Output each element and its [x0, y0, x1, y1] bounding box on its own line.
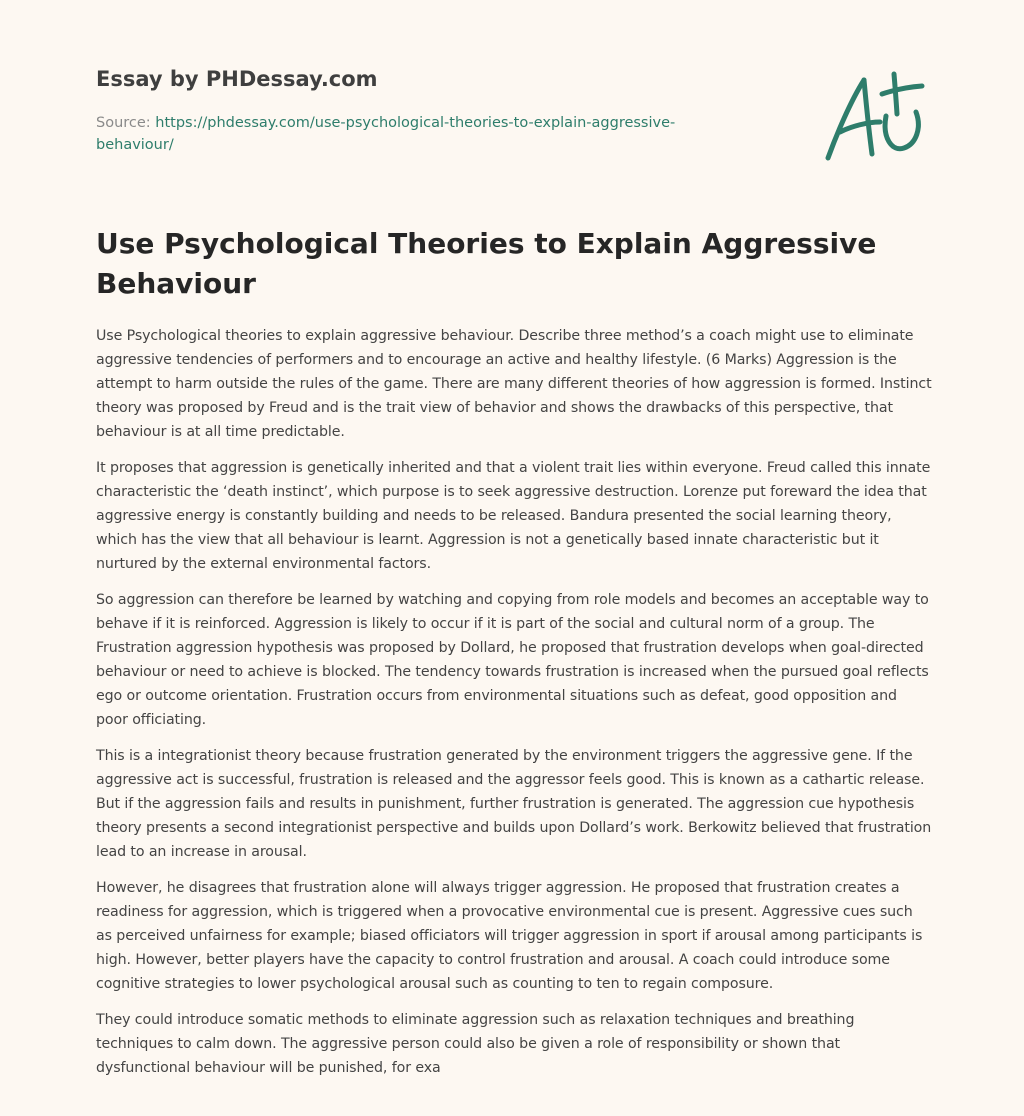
site-title: Essay by PHDessay.com — [96, 67, 378, 91]
source-link[interactable]: https://phdessay.com/use-psychological-theories-to-explain-aggressive-behaviour/ — [96, 115, 676, 153]
essay-paragraph: Use Psychological theories to explain aggressive behaviour. Describe three method’s a coach might use to eliminate aggressive tendencies of performers and to encourage an active and healthy lifestyle. (6 Marks) Aggression is the attempt to harm outside the rules of the game. There are many different theories of how aggression is formed. Instinct theory was proposed by Freud and is the trait view of behavior and shows the drawbacks of this perspective, that behaviour is at all time predictable. — [96, 328, 932, 440]
a-plus-grade-icon — [822, 66, 932, 166]
essay-paragraph: So aggression can therefore be learned by watching and copying from role models and becomes an acceptable way to behave if it is reinforced. Aggression is likely to occur if it is part of the social and cultural norm of a group. The Frustration aggression hypothesis was proposed by Dollard, he proposed that frustration develops when goal-directed behaviour or need to achieve is blocked. The tendency towards frustration is increased when the pursued goal reflects ego or outcome orientation. Frustration occurs from environmental situations such as defeat, good opposition and poor officiating. — [96, 592, 929, 728]
essay-paragraph: This is a integrationist theory because frustration generated by the environment triggers the aggressive gene. If the aggressive act is successful, frustration is released and the aggressor feels good. This is known as a cathartic release. But if the aggression fails and results in punishment, further frustration is generated. The aggression cue hypothesis theory presents a second integrationist perspective and builds upon Dollard’s work. Berkowitz believed that frustration lead to an increase in arousal. — [96, 748, 932, 860]
essay-paragraph: It proposes that aggression is genetically inherited and that a violent trait lies within everyone. Freud called this innate characteristic the ‘death instinct’, which purpose is to seek aggressive destruction. Lorenze put foreward the idea that aggressive energy is constantly building and needs to be released. Bandura presented the social learning theory, which has the view that all behaviour is learnt. Aggression is not a genetically based innate characteristic but it nurtured by the external environmental factors. — [96, 460, 931, 572]
source-line — [96, 112, 736, 156]
essay-title: Use Psychological Theories to Explain Aggressive Behaviour — [96, 227, 877, 300]
essay-paragraph: However, he disagrees that frustration alone will always trigger aggression. He proposed that frustration creates a readiness for aggression, which is triggered when a provocative environmental cue is present. Aggressive cues such as perceived unfairness for example; biased officiators will trigger aggression in sport if arousal among participants is high. However, better players have the capacity to control frustration and arousal. A coach could introduce some cognitive strategies to lower psychological arousal such as counting to ten to regain composure. — [96, 880, 923, 992]
source-label: Source: — [96, 115, 156, 131]
essay-body — [96, 324, 932, 1092]
essay-paragraph: They could introduce somatic methods to eliminate aggression such as relaxation techniques and breathing techniques to calm down. The aggressive person could also be given a role of responsibility or shown that dysfunctional behaviour will be punished, for exa — [96, 1012, 855, 1076]
